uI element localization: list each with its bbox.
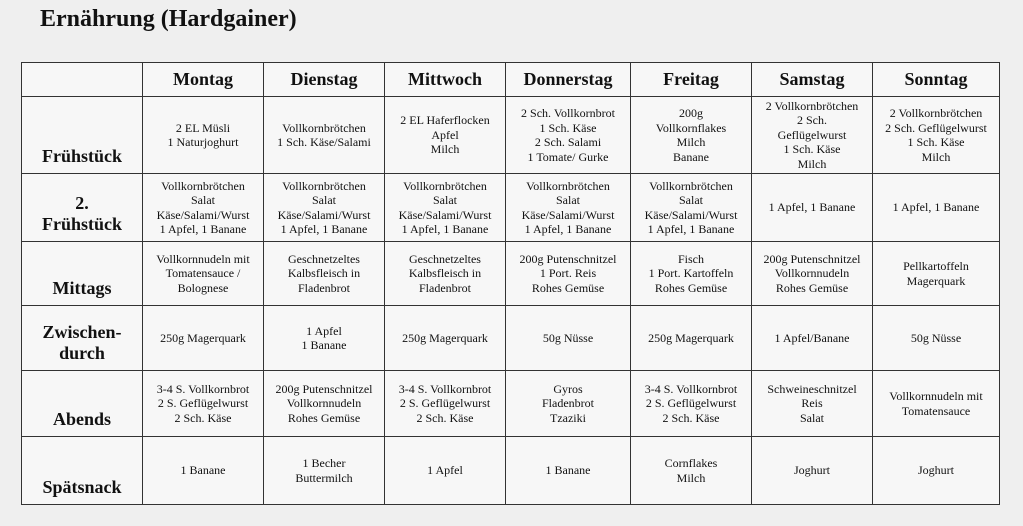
table-row [22, 242, 1000, 306]
table-cell: 1 Apfel [385, 437, 506, 505]
table-cell: 50g Nüsse [873, 306, 1000, 371]
day-header-sonntag: Sonntag [873, 63, 1000, 97]
table-cell: 1 Banane [143, 437, 264, 505]
table-cell: 1 Apfel 1 Banane [264, 306, 385, 371]
table-cell: Vollkornnudeln mit Tomatensauce / Bolognese [143, 242, 264, 306]
day-header-samstag: Samstag [752, 63, 873, 97]
table-cell: 250g Magerquark [143, 306, 264, 371]
table-cell: Joghurt [752, 437, 873, 505]
table-cell: 1 Becher Buttermilch [264, 437, 385, 505]
table-cell: 1 Apfel, 1 Banane [873, 174, 1000, 242]
table-cell: Vollkornbrötchen Salat Käse/Salami/Wurst 1 Apfel, 1 Banane [143, 174, 264, 242]
table-cell: 3-4 S. Vollkornbrot 2 S. Geflügelwurst 2 Sch. Käse [631, 371, 752, 437]
table-cell: Geschnetzeltes Kalbsfleisch in Fladenbrot [264, 242, 385, 306]
table-cell: 50g Nüsse [506, 306, 631, 371]
page-title: Ernährung (Hardgainer) [40, 6, 297, 32]
table-cell: 1 Apfel, 1 Banane [752, 174, 873, 242]
table-cell: 2 Sch. Vollkornbrot 1 Sch. Käse 2 Sch. Salami 1 Tomate/ Gurke [506, 97, 631, 174]
table-cell: Geschnetzeltes Kalbsfleisch in Fladenbrot [385, 242, 506, 306]
table-cell: Vollkornbrötchen Salat Käse/Salami/Wurst 1 Apfel, 1 Banane [264, 174, 385, 242]
table-cell: Vollkornnudeln mit Tomatensauce [873, 371, 1000, 437]
meal-label: Frühstück [22, 97, 143, 174]
meal-label: Spätsnack [22, 437, 143, 505]
table-cell: Vollkornbrötchen Salat Käse/Salami/Wurst 1 Apfel, 1 Banane [506, 174, 631, 242]
table-cell: 3-4 S. Vollkornbrot 2 S. Geflügelwurst 2 Sch. Käse [385, 371, 506, 437]
table-cell: 250g Magerquark [631, 306, 752, 371]
table-cell: Vollkornbrötchen Salat Käse/Salami/Wurst 1 Apfel, 1 Banane [385, 174, 506, 242]
table-row [22, 306, 1000, 371]
header-row [22, 63, 1000, 97]
day-header-freitag: Freitag [631, 63, 752, 97]
table-cell: 3-4 S. Vollkornbrot 2 S. Geflügelwurst 2 Sch. Käse [143, 371, 264, 437]
table-cell: Pellkartoffeln Magerquark [873, 242, 1000, 306]
table-row [22, 97, 1000, 174]
table-cell: 250g Magerquark [385, 306, 506, 371]
day-header-donnerstag: Donnerstag [506, 63, 631, 97]
table-cell: 2 EL Haferflocken Apfel Milch [385, 97, 506, 174]
table-cell: 1 Banane [506, 437, 631, 505]
table-cell: Cornflakes Milch [631, 437, 752, 505]
table-cell: 200g Vollkornflakes Milch Banane [631, 97, 752, 174]
meal-plan-table [21, 62, 1000, 505]
meal-label: 2. Frühstück [22, 174, 143, 242]
table-cell: Vollkornbrötchen Salat Käse/Salami/Wurst 1 Apfel, 1 Banane [631, 174, 752, 242]
table-cell: Gyros Fladenbrot Tzaziki [506, 371, 631, 437]
table-cell: 200g Putenschnitzel Vollkornnudeln Rohes Gemüse [752, 242, 873, 306]
table-row [22, 174, 1000, 242]
table-cell: 200g Putenschnitzel 1 Port. Reis Rohes Gemüse [506, 242, 631, 306]
meal-label: Mittags [22, 242, 143, 306]
table-cell: 200g Putenschnitzel Vollkornnudeln Rohes Gemüse [264, 371, 385, 437]
table-cell: Joghurt [873, 437, 1000, 505]
table-cell: Schweineschnitzel Reis Salat [752, 371, 873, 437]
day-header-mittwoch: Mittwoch [385, 63, 506, 97]
meal-label: Abends [22, 371, 143, 437]
table-row [22, 437, 1000, 505]
table-cell: Fisch 1 Port. Kartoffeln Rohes Gemüse [631, 242, 752, 306]
table-cell: 2 Vollkornbrötchen 2 Sch. Geflügelwurst 1 Sch. Käse Milch [873, 97, 1000, 174]
meal-label: Zwischen- durch [22, 306, 143, 371]
table-cell: 2 EL Müsli 1 Naturjoghurt [143, 97, 264, 174]
day-header-dienstag: Dienstag [264, 63, 385, 97]
day-header-montag: Montag [143, 63, 264, 97]
table-cell: Vollkornbrötchen 1 Sch. Käse/Salami [264, 97, 385, 174]
table-cell: 2 Vollkornbrötchen 2 Sch. Geflügelwurst 1 Sch. Käse Milch [752, 97, 873, 174]
corner-cell [22, 63, 143, 97]
table-row [22, 371, 1000, 437]
table-cell: 1 Apfel/Banane [752, 306, 873, 371]
